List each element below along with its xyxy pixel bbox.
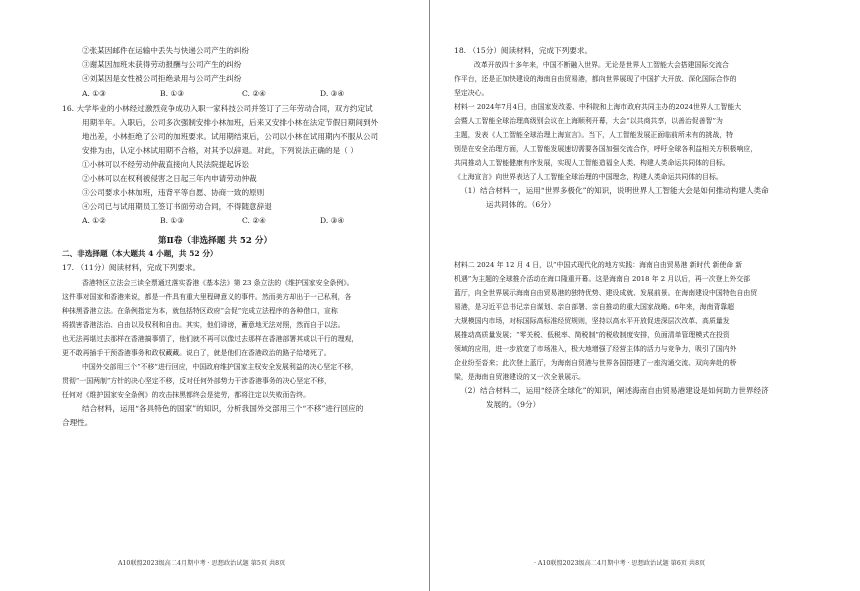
material-line: 会暨人工智能全球治理高级别会议在上海顺利开幕，大会“以共商共享，以善治促善智”为 [454, 117, 723, 125]
material-line: 易港，是习近平总书记亲自谋划、亲自部署、亲自推动的重大国家战略。6年来，海南背靠超 [454, 303, 735, 311]
q17-heading: 17. （11分）阅读材料，完成下列要求。 [62, 263, 201, 272]
material-line: 材料一 2024年7月4日，由国家发改委、中科院和上海市政府共同主办的2024世界人工智能大 [454, 103, 742, 111]
q17-line: 种抹黑香港立法。在条例指定为本，就包括特区政府“会促”完成立法程序的各种借口，宣称 [62, 307, 338, 315]
q16-option: ④公司已与试用期员工签订书面劳动合同，不得随意辞退 [82, 202, 272, 211]
choice-b: B. ①③ [160, 89, 185, 98]
material-line: 企业纷至沓来；此次登上蓝厅，为海南自贸港与世界各国搭建了一座沟通交流、双向奔赴的桥 [454, 359, 737, 367]
q17-question: 合理性。 [62, 418, 93, 427]
q16-option: ②小林可以在权利被侵害之日起三年内申请劳动仲裁 [82, 174, 257, 183]
choice-c: C. ②④ [242, 89, 266, 98]
q17-line: 贯彻“一国两制”方针的决心坚定不移，反对任何外部势力干涉香港事务的决心坚定不移， [62, 377, 331, 385]
q17-line: 中国外交部用三个“不移”进行回应，中国政府维护国家主权安全发展利益的决心坚定不移， [82, 363, 358, 371]
sub-question-2: （2）结合材料二，运用“经济全球化”的知识，阐述海南自由贸易港建设是如何助力世界经济 [460, 386, 769, 395]
right-page [430, 0, 860, 591]
sub-question-1: 运共同体的。（6分） [486, 200, 556, 209]
q17-line: 也无法再堪过去那样在香港搞事情了，他们就不再可以像过去那样在香港部署其或以干行的理观， [62, 335, 359, 343]
material-line: 展推动高质量发展；“零关税、低税率、简税制”的税收制度安排，负面清单管理模式在投资 [454, 331, 730, 339]
q17-line: 任何对《维护国家安全条例》的攻击抹黑都终会是徒劳，都将注定以失败而告终。 [62, 391, 311, 399]
page-footer: A10联盟2023级高二4月期中考 · 思想政治试题 第5页 共8页 [118, 560, 286, 567]
q16-line: 16. 大学毕业的小林经过激烈竞争成功入职一家科技公司并签订了三年劳动合同，双方约定试 [62, 104, 373, 113]
material-line: 别是在安全治理方面，人工智能发展速切需要各国加强交流合作，呼吁全球各利益相关方积极响应， [454, 145, 758, 153]
material-line: 蓝厅，向全世界展示海南自由贸易港的独特优势、建设成就、发展前景。在海南建设中国特色自由贸 [454, 289, 758, 297]
q18-heading: 18. （15分）阅读材料，完成下列要求。 [454, 46, 593, 55]
choice-c: C. ②④ [242, 216, 266, 225]
sub-question-2: 发展的。（9分） [486, 400, 541, 409]
material-line: 《上海宣言》向世界表达了人工智能全球治理的中国理念，构建人类命运共同体的目标。 [454, 173, 723, 181]
material-line: 主题，发表《人工智能全球治理上海宣言》。当下，人工智能发展正面临前所未有的挑战，特 [454, 131, 734, 139]
q17-line: 香港特区立法会三读全票通过落实香港《基本法》第 23 条立法的《维护国家安全条例》。 [82, 279, 354, 287]
choice-b: B. ①③ [160, 216, 185, 225]
intro-line: 坚定决心。 [454, 89, 489, 97]
material-line: 大规模国内市场，对标国际高标准经贸规则，坚持以高水平开放促进深层次改革、高质量发 [454, 317, 730, 325]
option-2: ②张某因邮件在运输中丢失与快递公司产生的纠纷 [82, 46, 250, 55]
choice-a: A. ①② [82, 216, 106, 225]
q17-question: 结合材料，运用“各具特色的国家”的知识，分析我国外交部用三个“不移”进行回应的 [82, 404, 364, 413]
q16-option: ①小林可以不经劳动仲裁直接向人民法院提起诉讼 [82, 160, 250, 169]
page-footer: · A10联盟2023级高二4月期中考 · 思想政治试题 第6页 共8页 [534, 560, 706, 567]
intro-line: 作平台，还是正加快建设的海南自由贸易港，都向世界展现了中国扩大开放、深化国际合作的 [454, 75, 737, 83]
q17-line: 将损害香港法治、自由以及权利和自由。其实，他们诽谤，蓄意地无法对照，然而自于以法。 [62, 321, 345, 329]
q16-line: 地出差，小林拒绝了公司的加班要求。试用期结束后，公司以小林在试用期内不服从公司 [82, 132, 379, 141]
choice-d: D. ③④ [320, 216, 345, 225]
material-line: 材料二 2024 年 12 月 4 日，以“中国式现代化的地方实践：海南自由贸易港 新时代 新使命 新 [454, 261, 743, 269]
material-line: 领域的应用，进一步放宽了市场准入，极大地增强了经营主体的活力与竞争力，吸引了国内外 [454, 345, 737, 353]
material-line: 共同推动人工智能健康有序发展，实现人工智能造福全人类、构建人类命运共同体的目标。 [454, 159, 730, 167]
section-2-title: 第Ⅱ卷（非选择题 共 52 分） [157, 236, 273, 246]
material-line: 机遇”为主题的全球推介活动在海口隆重开幕。这是海南自 2018 年 2 月以后，再一次登上外交部 [454, 275, 751, 283]
option-4: ④刘某因是女性被公司拒绝录用与公司产生纠纷 [82, 74, 242, 83]
option-3: ③谢某因加班未获得劳动报酬与公司产生的纠纷 [82, 60, 242, 69]
q16-line: 安排为由，认定小林试用期不合格，对其予以辞退。对此，下列说法正确的是（ ） [82, 146, 358, 155]
material-line: 梁，是海南自贸港建设的又一次全景展示。 [454, 373, 585, 381]
section-2-subtitle: 二、非选择题（本大题共 4 小题，共 52 分） [62, 249, 218, 258]
choice-d: D. ③④ [320, 89, 345, 98]
intro-line: 改革开放四十多年来，中国不断融入世界。无论是世界人工智能大会搭建国际交流合 [474, 61, 729, 69]
q17-line: 更不敢再插手干预香港事务和政权藏藏。说白了，就是他们在香港政治的路子给堵死了。 [62, 349, 331, 357]
q17-line: 这件事对国家和香港来说，都是一件具有重大里程碑意义的事件。然而美方却出于一己私利，各 [62, 293, 352, 301]
choice-a: A. ①③ [82, 89, 106, 98]
q16-option: ③公司要求小林加班，违背平等自愿、协商一致的原则 [82, 188, 265, 197]
sub-question-1: （1）结合材料一，运用“世界多极化”的知识，说明世界人工智能大会是如何推动构建人类命 [460, 186, 769, 195]
q16-line: 用期半年。入职后，公司多次强制安排小林加班，后来又安排小林在法定节假日期间到外 [82, 118, 379, 127]
